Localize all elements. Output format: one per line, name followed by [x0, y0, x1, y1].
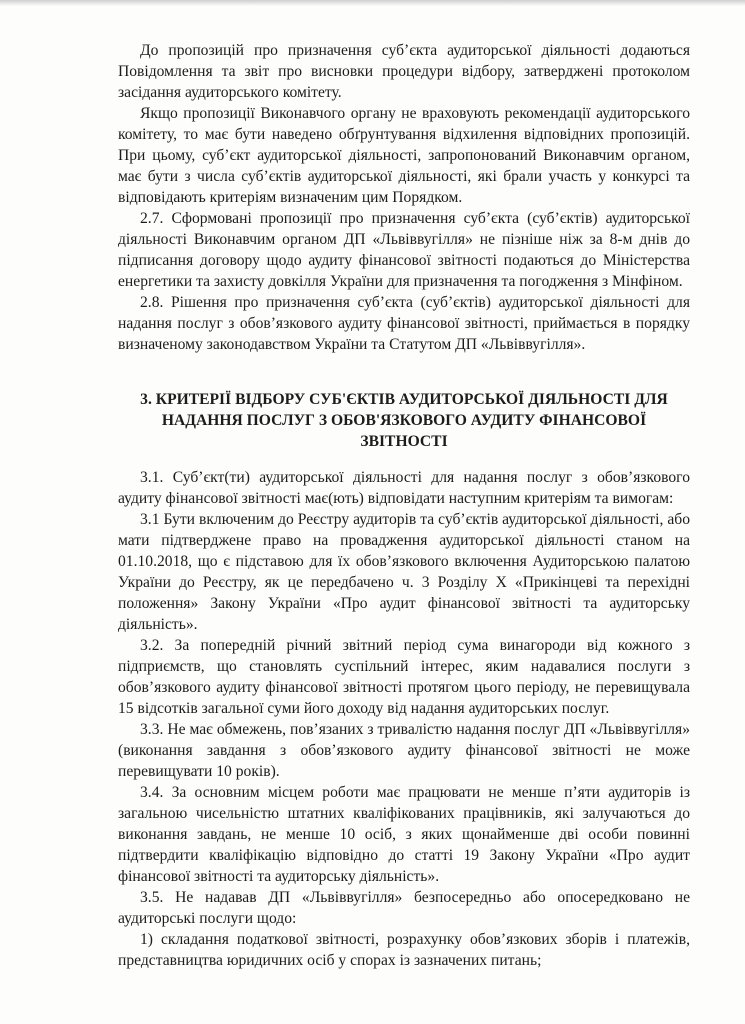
paragraph-recommendations: Якщо пропозиції Виконавчого органу не враховують рекомендації аудиторського комітету, то має бути наведено обґрунтування відхилення відповідних пропозицій. При цьому, суб’єкт аудиторської діяльності, запропонований Виконавчим органом, має бути з числа суб’єктів аудиторської діяльності, які брали участь у конкурсі та відповідають критеріям визначеним цим Порядком. [118, 105, 690, 206]
paragraph-3-4: 3.4. За основним місцем роботи має працювати не менше п’яти аудиторів із загальною чисельністю штатних кваліфікованих працівників, які залучаються до виконання завдань, не менше 10 осіб, з яких щонайменше дві особи повинні підтвердити кваліфікацію відповідно до статті 19 Закону України «Про аудит фінансової звітності та аудиторську діяльність». [118, 784, 690, 885]
paragraph-2-7: 2.7. Сформовані пропозиції про призначення суб’єкта (суб’єктів) аудиторської діяльності Виконавчим органом ДП «Львіввугілля» не пізніше ніж за 8-м днів до підписання договору щодо аудиту фінансової звітності подаються до Міністерства енергетики та захисту довкілля України для призначення та погодження з Мінфіном. [118, 210, 690, 290]
paragraph-attachments: До пропозицій про призначення суб’єкта аудиторської діяльності додаються Повідомлення та звіт про висновки процедури відбору, затверджені протоколом засідання аудиторського комітету. [118, 42, 690, 101]
paragraph-3-3: 3.3. Не має обмежень, пов’язаних з тривалістю надання послуг ДП «Львіввугілля» (виконання завдання з обов’язкового аудиту фінансової звітності не може перевищувати 10 років). [118, 721, 690, 780]
section-3-heading-line2: НАДАННЯ ПОСЛУГ З ОБОВ'ЯЗКОВОГО АУДИТУ ФІНАНСОВОЇ ЗВІТНОСТІ [161, 412, 647, 450]
scan-edge [0, 0, 745, 6]
section-3-heading-line1: 3. КРИТЕРІЇ ВІДБОРУ СУБ'ЄКТІВ АУДИТОРСЬКОЇ ДІЯЛЬНОСТІ ДЛЯ [140, 391, 668, 408]
paragraph-3-1-registry: 3.1 Бути включеним до Реєстру аудиторів та суб’єктів аудиторської діяльності, або мати підтверджене право на провадження аудиторської діяльності станом на 01.10.2018, що є підставою для їх обов’язкового включення Аудиторською палатою України до Реєстру, як це передбачено ч. 3 Розділу Х «Прикінцеві та перехідні положення» Закону України «Про аудит фінансової звітності та аудиторську діяльність». [118, 511, 690, 633]
paragraph-3-5: 3.5. Не надавав ДП «Львіввугілля» безпосередньо або опосередковано не аудиторські послуги щодо: [118, 889, 690, 927]
paragraph-3-5-item-1: 1) складання податкової звітності, розрахунку обов’язкових зборів і платежів, представництва юридичних осіб у спорах із зазначених питань; [118, 931, 690, 969]
paragraph-3-1-intro: 3.1. Суб’єкт(ти) аудиторської діяльності для надання послуг з обов’язкового аудиту фінансової звітності має(ють) відповідати наступним критеріям та вимогам: [118, 469, 690, 507]
paragraph-3-2: 3.2. За попередній річний звітний період сума винагороди від кожного з підприємств, що становлять суспільний інтерес, яким надавалися послуги з обов’язкового аудиту фінансової звітності протягом цього періоду, не перевищувала 15 відсотків загальної суми його доходу від надання аудиторських послуг. [118, 637, 690, 717]
document-body [118, 40, 690, 971]
section-3-heading [118, 389, 690, 452]
paragraph-2-8: 2.8. Рішення про призначення суб’єкта (суб’єктів) аудиторської діяльності для надання послуг з обов’язкового аудиту фінансової звітності, приймається в порядку визначеному законодавством України та Статутом ДП «Львіввугілля». [118, 294, 690, 353]
